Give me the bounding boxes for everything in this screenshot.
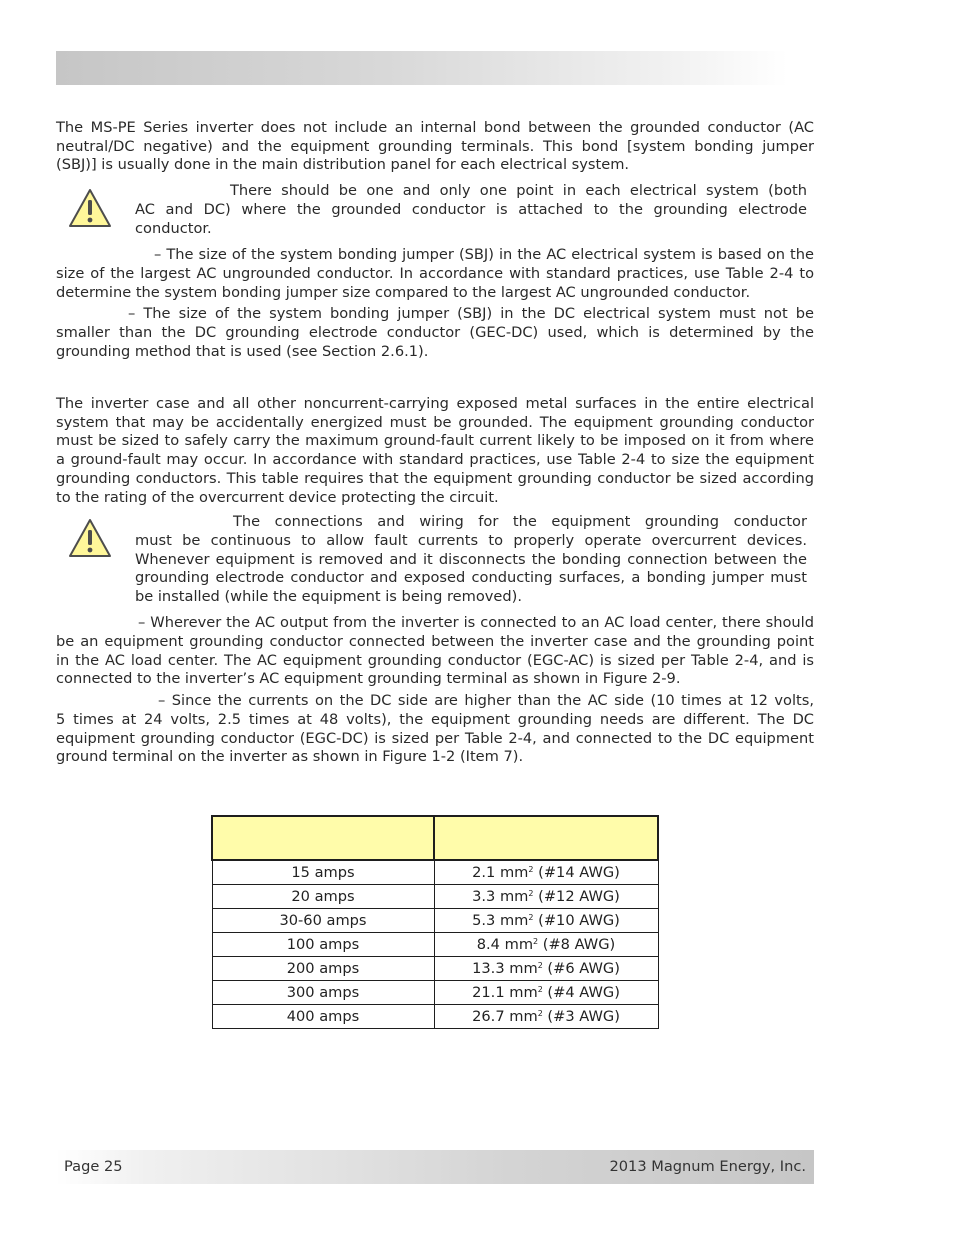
egc-dc-paragraph: 5 times at 24 volts, 2.5 times at 48 volts), the equipment grounding needs are different. The DC equipment grounding conductor (EGC-DC) is sized per Table 2-4, and connected to the DC equipment ground terminal on the inverter as shown in Figure 1-2 (Item 7). <box>56 711 814 766</box>
table-row <box>212 860 658 885</box>
conductor-size-cell: 3.3 $mm^2$ (#12 AWG) <box>434 885 658 909</box>
table-row <box>212 957 658 981</box>
table-row <box>212 981 658 1005</box>
table-header-cell <box>212 816 434 860</box>
note-1-first-line: There should be one and only one point in each electrical system (both <box>230 182 807 199</box>
page-number: Page 25 <box>64 1158 123 1175</box>
egc-paragraph: The inverter case and all other noncurrent-carrying exposed metal surfaces in the entire electrical system that may be accidentally energized must be grounded. The equipment grounding conductor must be sized to safely carry the maximum ground-fault current likely to be imposed on it from where a ground-fault may occur. In accordance with standard practices, use Table 2-4 to size the equipment grounding conductors. This table requires that the equipment grounding conductor be sized according to the rating of the overcurrent device protecting the circuit. <box>56 395 814 506</box>
egc-ac-paragraph: be an equipment grounding conductor connected between the inverter case and the grounding point in the AC load center. The AC equipment grounding conductor (EGC-AC) is sized per Table 2-4, and is connected to the inverter’s AC equipment grounding terminal as shown in Figure 2-9. <box>56 633 814 688</box>
note-1-text: AC and DC) where the grounded conductor is attached to the grounding electrode conductor. <box>135 201 807 237</box>
table-row <box>212 909 658 933</box>
table-row <box>212 885 658 909</box>
table-header-cell <box>434 816 658 860</box>
overcurrent-rating-cell: 100 amps <box>212 933 434 957</box>
warning-icon <box>68 518 112 558</box>
table-row <box>212 933 658 957</box>
conductor-size-cell: 21.1 $mm^2$ (#4 AWG) <box>434 981 658 1005</box>
intro-paragraph: The MS-PE Series inverter does not include an internal bond between the grounded conductor (AC neutral/DC negative) and the equipment grounding terminals. This bond [system bonding jumper (SBJ)] is usually done in the main distribution panel for each electrical system. <box>56 119 814 174</box>
egc-dc-first-line: – Since the currents on the DC side are higher than the AC side (10 times at 12 volts, <box>158 692 814 709</box>
table-row <box>212 1005 658 1029</box>
warning-icon <box>68 188 112 228</box>
egc-ac-first-line: – Wherever the AC output from the inverter is connected to an AC load center, there should <box>138 614 814 631</box>
overcurrent-rating-cell: 30-60 amps <box>212 909 434 933</box>
conductor-size-cell: 8.4 $mm^2$ (#8 AWG) <box>434 933 658 957</box>
footer-copyright: 2013 Magnum Energy, Inc. <box>609 1158 806 1175</box>
overcurrent-rating-cell: 20 amps <box>212 885 434 909</box>
note-2-first-line: The connections and wiring for the equipment grounding conductor <box>233 513 807 530</box>
conductor-size-cell: 2.1 $mm^2$ (#14 AWG) <box>434 860 658 885</box>
ac-sbj-paragraph: size of the largest AC ungrounded conductor. In accordance with standard practices, use Table 2-4 to determine the system bonding jumper size compared to the largest AC ungrounded conductor. <box>56 265 814 301</box>
grounding-conductor-table <box>211 815 659 1029</box>
overcurrent-rating-cell: 400 amps <box>212 1005 434 1029</box>
dc-sbj-first-line: – The size of the system bonding jumper (SBJ) in the DC electrical system must not be <box>128 305 814 322</box>
conductor-size-cell: 5.3 $mm^2$ (#10 AWG) <box>434 909 658 933</box>
overcurrent-rating-cell: 200 amps <box>212 957 434 981</box>
dc-sbj-paragraph: smaller than the DC grounding electrode conductor (GEC-DC) used, which is determined by the grounding method that is used (see Section 2.6.1). <box>56 324 814 360</box>
conductor-size-cell: 26.7 $mm^2$ (#3 AWG) <box>434 1005 658 1029</box>
overcurrent-rating-cell: 300 amps <box>212 981 434 1005</box>
ac-sbj-first-line: – The size of the system bonding jumper (SBJ) in the AC electrical system is based on the <box>154 246 814 263</box>
note-2-text: must be continuous to allow fault currents to properly operate overcurrent devices. Whenever equipment is removed and it disconnects the bonding connection between the grounding electrode conductor and exposed conducting surfaces, a bonding jumper must be installed (while the equipment is being removed). <box>135 532 807 606</box>
table-header-row <box>212 816 658 860</box>
conductor-size-cell: 13.3 $mm^2$ (#6 AWG) <box>434 957 658 981</box>
header-bar <box>56 51 788 85</box>
overcurrent-rating-cell: 15 amps <box>212 860 434 885</box>
